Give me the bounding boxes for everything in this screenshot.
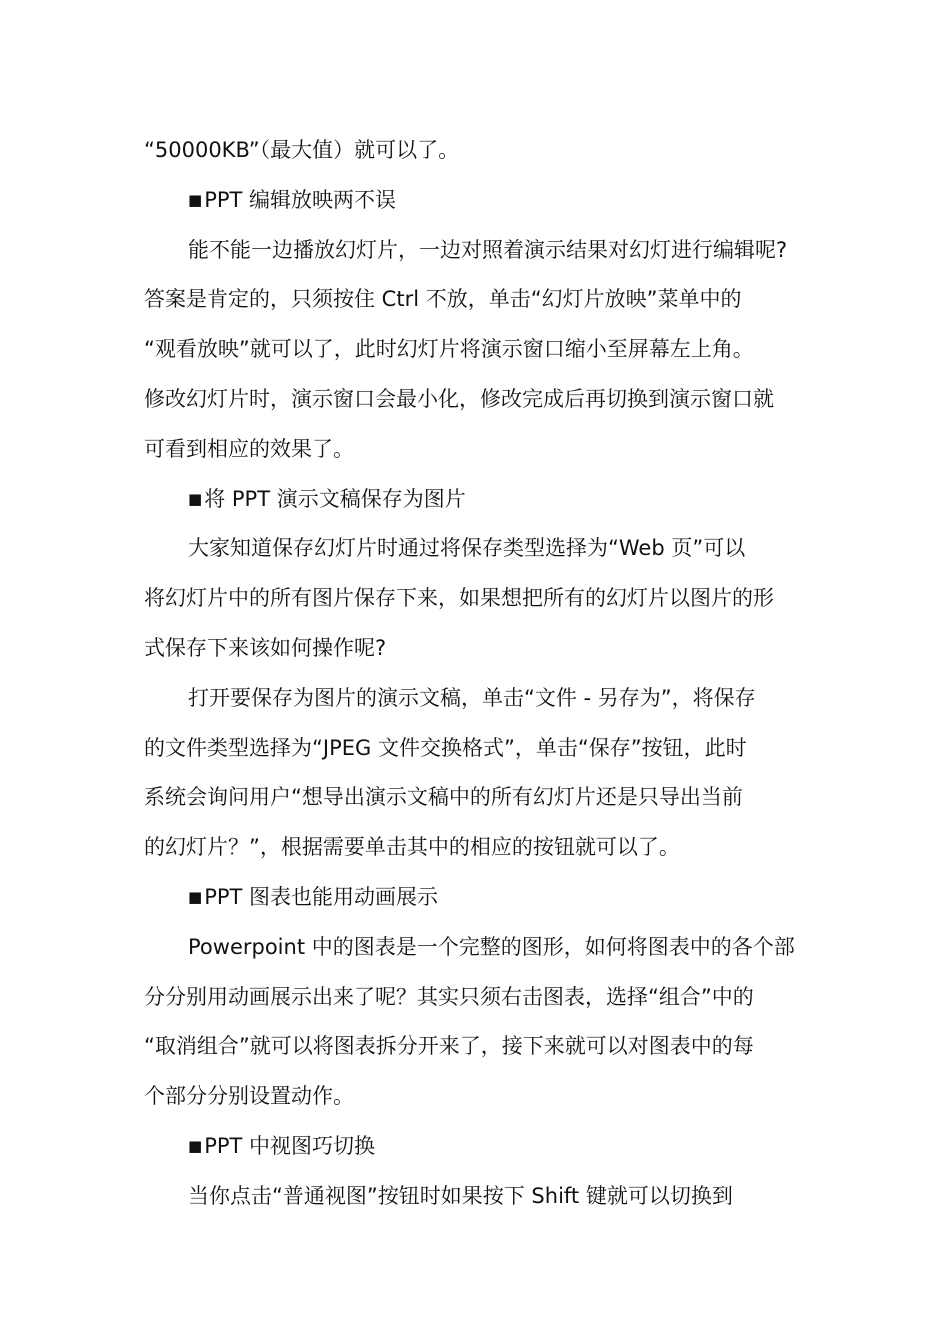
section-heading: [144, 873, 810, 923]
heading-text: PPT 中视图巧切换: [204, 1133, 376, 1158]
paragraph-line: 的文件类型选择为“JPEG 文件交换格式”，单击“保存”按钮，此时: [144, 735, 747, 760]
paragraph-line: 将幻灯片中的所有图片保存下来，如果想把所有的幻灯片以图片的形: [144, 586, 774, 611]
square-bullet-icon: ■: [188, 190, 203, 209]
paragraph-line: 可看到相应的效果了。: [144, 436, 354, 461]
paragraph-line: “50000KB”（最大值）就可以了。: [144, 138, 460, 162]
paragraph-line: 打开要保存为图片的演示文稿，单击“文件 - 另存为”，将保存: [188, 685, 756, 710]
paragraph-line: 个部分分别设置动作。: [144, 1084, 354, 1109]
section-heading: [144, 1122, 810, 1172]
heading-text: 将 PPT 演示文稿保存为图片: [204, 486, 466, 511]
paragraph-line: 修改幻灯片时，演示窗口会最小化，修改完成后再切换到演示窗口就: [144, 386, 774, 411]
paragraph-line: 系统会询问用户“想导出演示文稿中的所有幻灯片还是只导出当前: [144, 785, 743, 810]
paragraph-line: “取消组合”就可以将图表拆分开来了，接下来就可以对图表中的每: [144, 1034, 754, 1059]
paragraph-line: 答案是肯定的，只须按住 Ctrl 不放，单击“幻灯片放映”菜单中的: [144, 287, 742, 312]
document-body: [144, 126, 810, 1222]
paragraph-line: 的幻灯片？”，根据需要单击其中的相应的按钮就可以了。: [144, 835, 680, 860]
section-heading: [144, 475, 810, 525]
heading-text: PPT 图表也能用动画展示: [204, 884, 439, 909]
square-bullet-icon: ■: [188, 887, 203, 906]
paragraph-line: 分分别用动画展示出来了呢？其实只须右击图表，选择“组合”中的: [144, 984, 754, 1009]
paragraph-line: 式保存下来该如何操作呢?: [144, 635, 387, 660]
paragraph-line: “观看放映”就可以了，此时幻灯片将演示窗口缩小至屏幕左上角。: [144, 337, 754, 362]
square-bullet-icon: ■: [188, 489, 203, 508]
paragraph-line: Powerpoint 中的图表是一个完整的图形，如何将图表中的各个部: [188, 934, 795, 959]
section-heading: [144, 176, 810, 226]
square-bullet-icon: ■: [188, 1136, 203, 1155]
paragraph-line: 能不能一边播放幻灯片，一边对照着演示结果对幻灯进行编辑呢?: [188, 237, 788, 262]
paragraph-line: 当你点击“普通视图”按钮时如果按下 Shift 键就可以切换到: [188, 1183, 733, 1208]
paragraph-line: 大家知道保存幻灯片时通过将保存类型选择为“Web 页”可以: [188, 536, 746, 561]
heading-text: PPT 编辑放映两不误: [204, 187, 397, 212]
